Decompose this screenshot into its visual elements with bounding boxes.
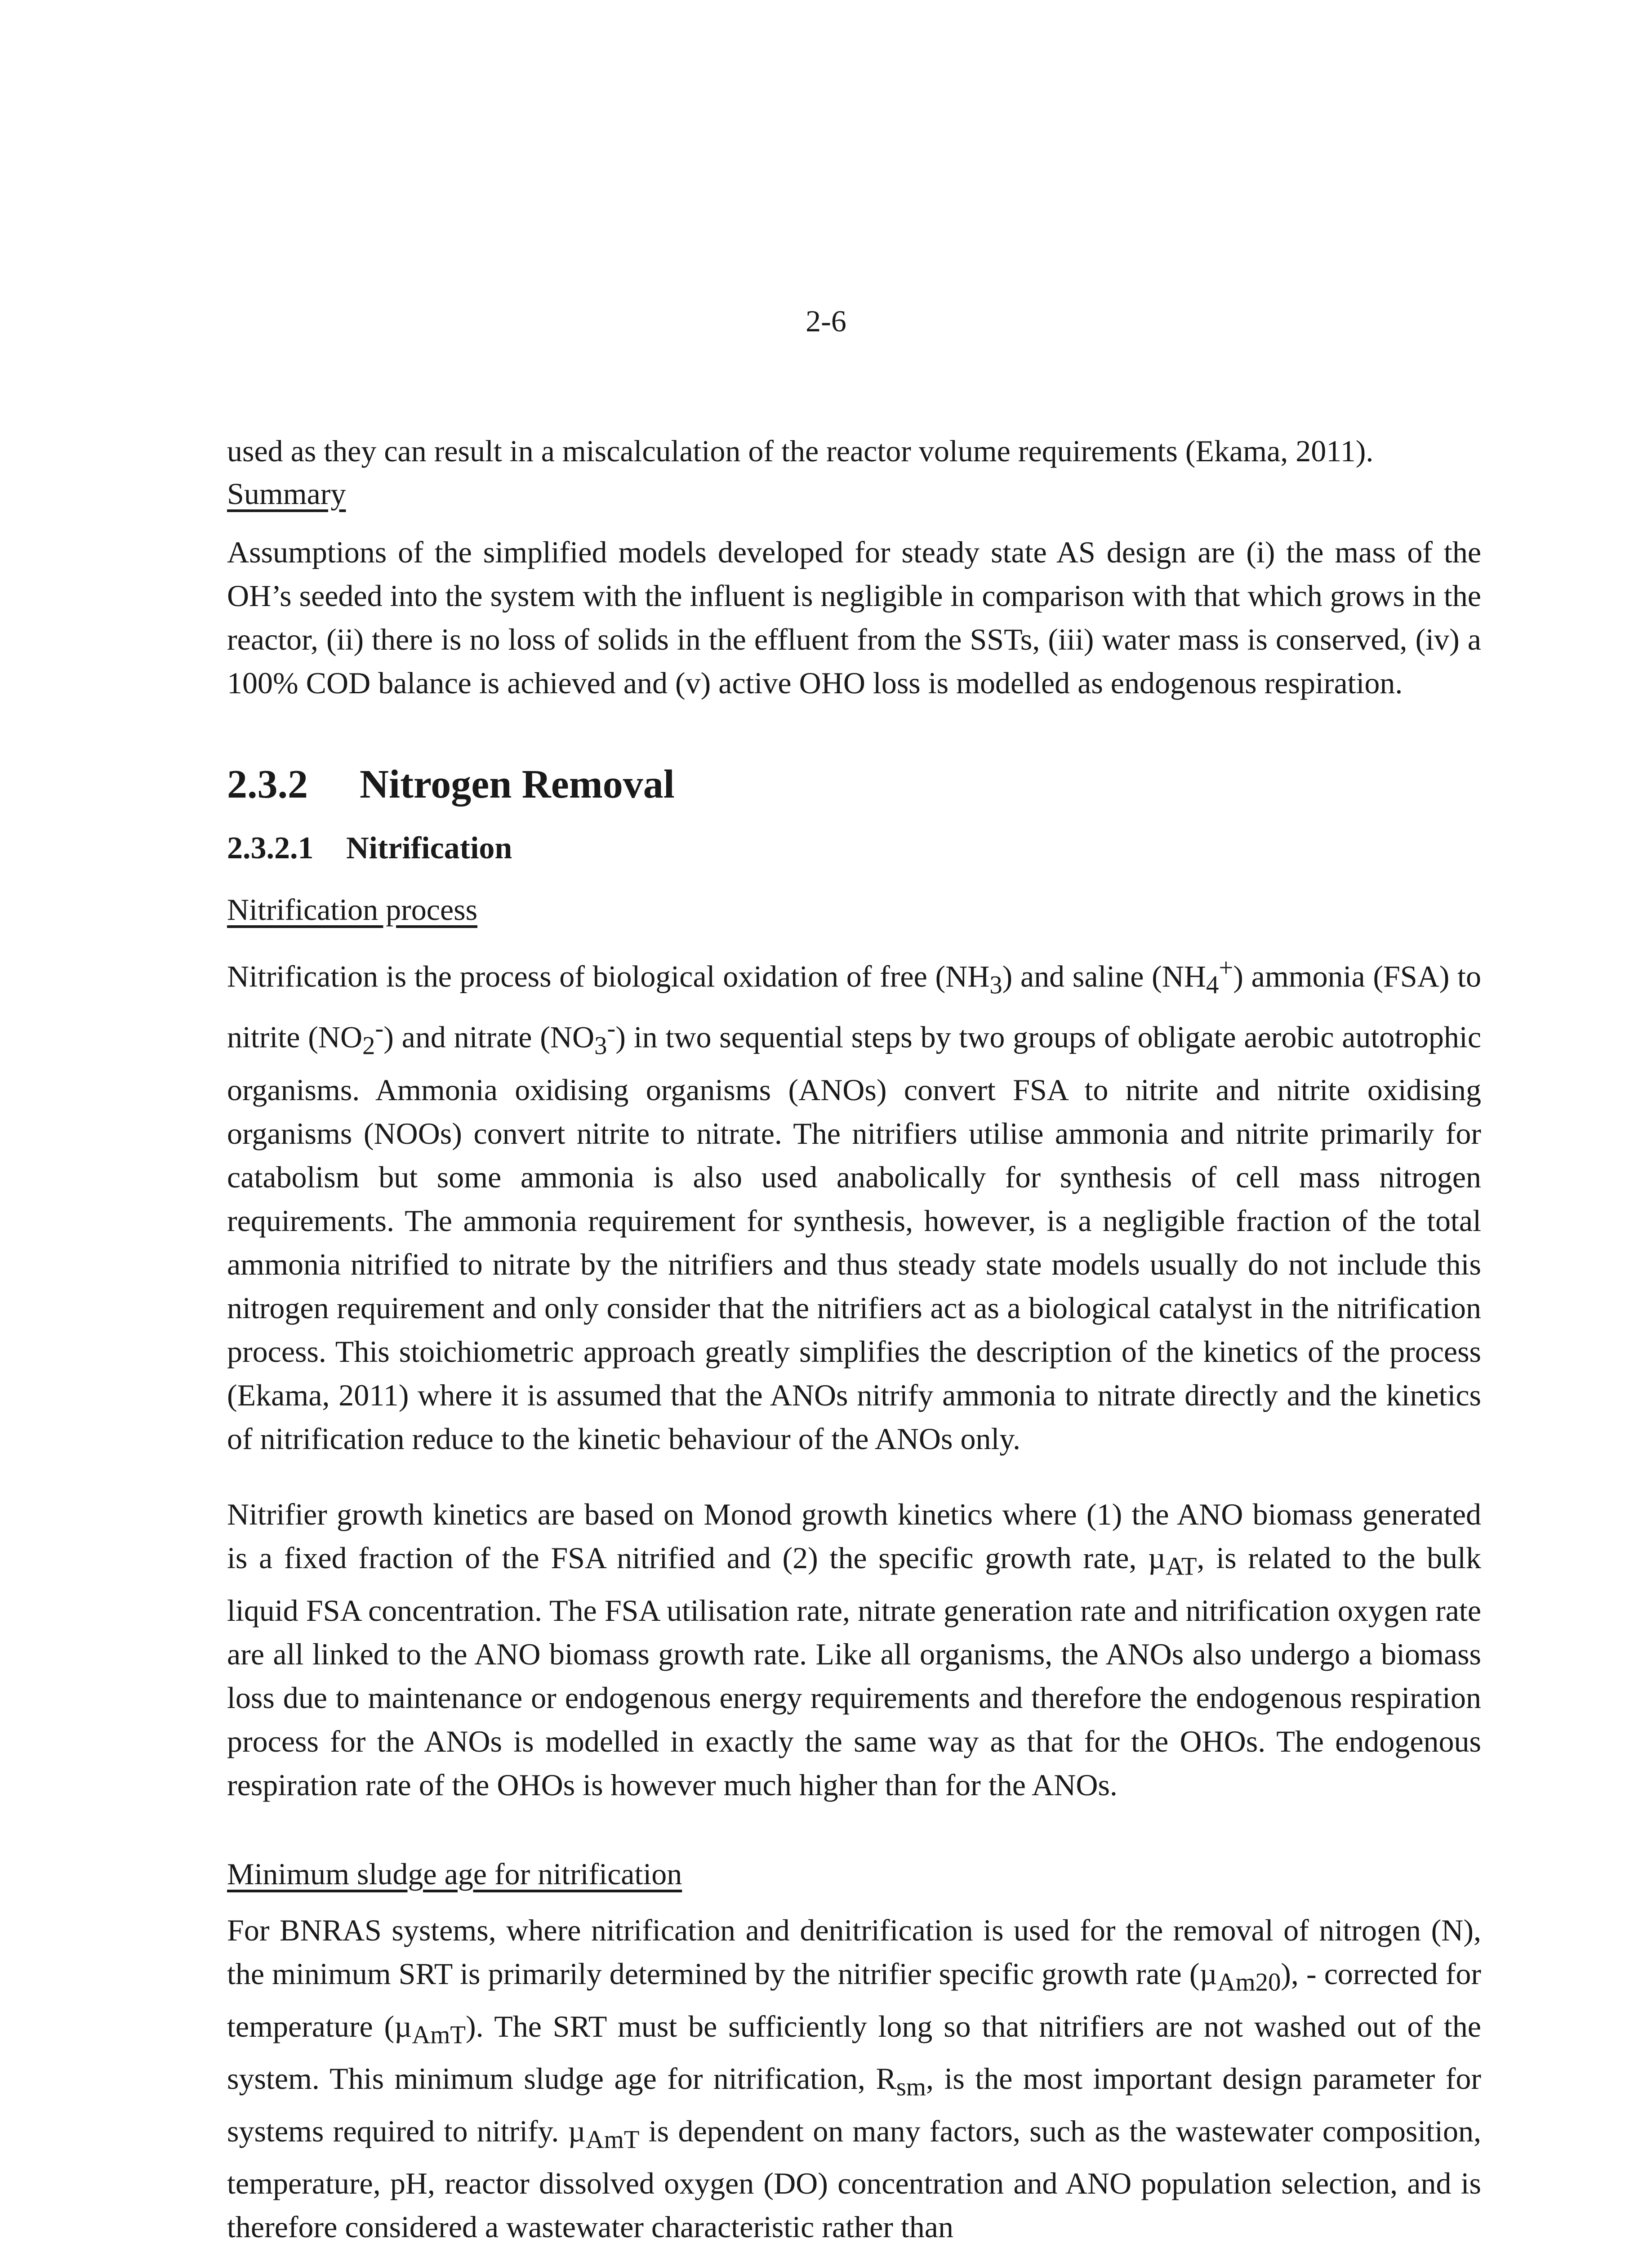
nitrification-paragraph: Nitrification is the process of biological oxidation of free $(NH_3)$ and saline $(NH_4^+)$ ammonia (FSA) to nitrite $(NO_2^-)$ and nitrate $(NO_3^-)$ in two sequential steps by two groups of obligate aerobic autotrophic organisms. Ammonia oxidising organisms (ANOs) convert FSA to nitrite and nitrite oxidising organisms (NOOs) convert nitrite to nitrate. The nitrifiers utilise ammonia and nitrite primarily for catabolism but some ammonia is also used anabolically for synthesis of cell mass nitrogen requirements. The ammonia requirement for synthesis, however, is a negligible fraction of the total ammonia nitrified to nitrate by the nitrifiers and thus steady state models usually do not include this nitrogen requirement and only consider that the nitrifiers act as a biological catalyst in the nitrification process. This stoichiometric approach greatly simplifies the description of the kinetics of the process (Ekama, 2011) where it is assumed that the ANOs nitrify ammonia to nitrate directly and the kinetics of nitrification reduce to the kinetic behaviour of the ANOs only.	[227, 954, 1481, 1456]
subsection-heading	[227, 826, 512, 870]
subsection-title: Nitrification	[346, 831, 512, 865]
summary-paragraph: Assumptions of the simplified models developed for steady state AS design are (i) the mass of the OH’s seeded into the system with the influent is negligible in comparison with that which grows in the reactor, (ii) there is no loss of solids in the effluent from the SSTs, (iii) water mass is conserved, (iv) a 100% COD balance is achieved and (v) active OHO loss is modelled as endogenous respiration.	[227, 535, 1481, 700]
page-number: 2-6	[806, 304, 846, 338]
subsection-number: 2.3.2.1	[227, 831, 314, 865]
intro-line: used as they can result in a miscalculation of the reactor volume requirements (Ekama, 2011).	[227, 434, 1374, 468]
min-sludge-paragraph: For BNRAS systems, where nitrification and denitrification is used for the removal of nitrogen (N), the minimum SRT is primarily determined by the nitrifier specific growth rate (µ$_{Am20}$), - corrected for temperature (µ$_{AmT}$). The SRT must be sufficiently long so that nitrifiers are not washed out of the system. This minimum sludge age for nitrification, $R_{sm}$, is the most important design parameter for systems required to nitrify. µ$_{AmT}$ is dependent on many factors, such as the wastewater composition, temperature, pH, reactor dissolved oxygen (DO) concentration and ANO population selection, and is therefore considered a wastewater characteristic rather than	[227, 1913, 1481, 2244]
section-title: Nitrogen Removal	[360, 762, 675, 807]
min-sludge-heading: Minimum sludge age for nitrification	[227, 1857, 682, 1891]
summary-heading: Summary	[227, 477, 346, 511]
growth-kinetics-paragraph: Nitrifier growth kinetics are based on Monod growth kinetics where (1) the ANO biomass generated is a fixed fraction of the FSA nitrified and (2) the specific growth rate, µ$_{AT}$, is related to the bulk liquid FSA concentration. The FSA utilisation rate, nitrate generation rate and nitrification oxygen rate are all linked to the ANO biomass growth rate. Like all organisms, the ANOs also undergo a biomass loss due to maintenance or endogenous energy requirements and therefore the endogenous respiration process for the ANOs is modelled in exactly the same way as that for the OHOs. The endogenous respiration rate of the OHOs is however much higher than for the ANOs.	[227, 1497, 1481, 1802]
nitrification-process-heading: Nitrification process	[227, 892, 478, 927]
section-heading	[227, 760, 675, 809]
section-number: 2.3.2	[227, 762, 308, 807]
